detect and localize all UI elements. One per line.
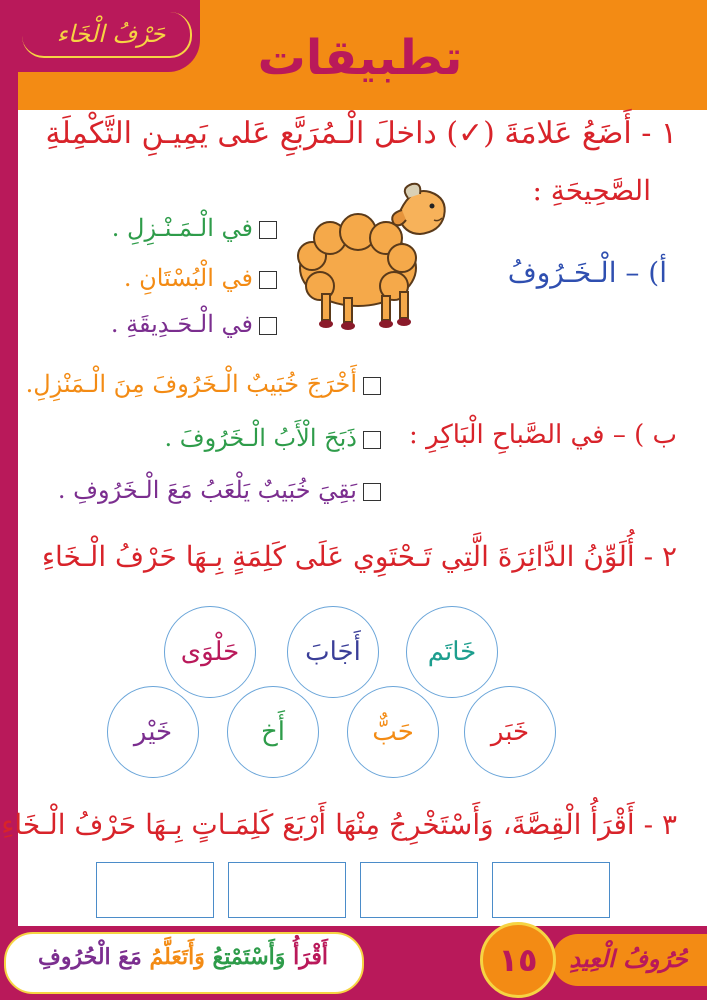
footer-motto [18, 944, 348, 970]
exercise1-instruction-line2: الصَّحِيحَةِ : [532, 174, 651, 207]
word-circle[interactable] [287, 606, 379, 698]
word-circle[interactable] [227, 686, 319, 778]
answer-box[interactable] [360, 862, 478, 918]
motto-part-4: مَعَ الْحُرُوفِ [38, 944, 142, 970]
word-circle[interactable] [464, 686, 556, 778]
option-text: أَخْرَجَ خُبَيبٌ الْـخَرُوفَ مِنَ الْـمَنْزِلِ. [25, 370, 357, 398]
part-a-label [508, 256, 667, 289]
option-text: ذَبَحَ الْأَبُ الْـخَرُوفَ . [164, 424, 357, 452]
word-circle[interactable] [406, 606, 498, 698]
page-number: ١٥ [498, 941, 538, 979]
checkbox[interactable] [259, 317, 277, 335]
left-margin-stripe [0, 0, 18, 1000]
part-b-option-2[interactable] [164, 424, 381, 452]
option-text: في الْـمَـنْـزِلِ . [111, 214, 253, 242]
exercise1-instruction-line1: ١ - أَضَعُ عَلامَةَ (✓) داخلَ الْـمُرَبَّعِ عَلى يَمِيـنِ التَّكْمِلَةِ [45, 116, 677, 151]
option-text: في الْـحَـدِيقَةِ . [110, 310, 253, 338]
answer-box[interactable] [492, 862, 610, 918]
sheep-illustration [290, 176, 450, 336]
word: أَخ [260, 717, 285, 747]
word-circle[interactable] [107, 686, 199, 778]
word: خَاتَم [427, 637, 477, 667]
part-a-option-1[interactable] [112, 214, 277, 242]
word: أَجَابَ [305, 637, 361, 667]
part-b-option-1[interactable] [26, 370, 381, 398]
word-circle[interactable] [347, 686, 439, 778]
checkbox[interactable] [259, 221, 277, 239]
option-text: بَقِيَ خُبَيبٌ يَلْعَبُ مَعَ الْـخَرُوفِ . [57, 476, 357, 504]
motto-part-3: وَأَتَعَلَّمُ [141, 944, 205, 970]
checkbox[interactable] [363, 483, 381, 501]
option-text: في الْبُسْتَانِ . [123, 264, 253, 292]
page-title: تطبيقات [257, 30, 463, 86]
exercise2-instruction: ٢ - أُلَوِّنُ الدَّائِرَةَ الَّتِي تَـحْتَوِي عَلَى كَلِمَةٍ بِـهَا حَرْفُ الْـخَاءِ [41, 540, 677, 573]
exercise3-instruction: ٣ - أَقْرَأُ الْقِصَّةَ، وَأَسْتَخْرِجُ مِنْهَا أَرْبَعَ كَلِمَـاتٍ بِـهَا حَرْفُ الْـخَاءِ [1, 808, 677, 841]
answer-box[interactable] [96, 862, 214, 918]
part-a-label-text: أ) – الْـخَـرُوفُ [507, 256, 667, 289]
word: حَبٌّ [372, 717, 414, 747]
part-b-option-3[interactable] [58, 476, 381, 504]
page-number-badge [480, 922, 556, 998]
part-a-option-2[interactable] [124, 264, 277, 292]
checkbox[interactable] [363, 431, 381, 449]
chapter-label: حَرْفُ الْخَاء [56, 20, 166, 48]
word: حَلْوَى [180, 637, 240, 667]
answer-box[interactable] [228, 862, 346, 918]
motto-part-2: وَأَسْتَمْتِعُ [204, 944, 286, 970]
word-circle[interactable] [164, 606, 256, 698]
word: خَبَر [490, 717, 530, 747]
series-title: حُرُوفُ الْعِيدِ [569, 944, 688, 973]
part-a-option-3[interactable] [111, 310, 277, 338]
motto-part-1: أَقْرَأُ [285, 944, 328, 970]
word: خَيْر [133, 717, 173, 747]
part-b-label [409, 420, 677, 450]
checkbox[interactable] [259, 271, 277, 289]
checkbox[interactable] [363, 377, 381, 395]
part-b-label-text: ب ) – في الصَّباحِ الْبَاكِرِ : [409, 420, 677, 450]
